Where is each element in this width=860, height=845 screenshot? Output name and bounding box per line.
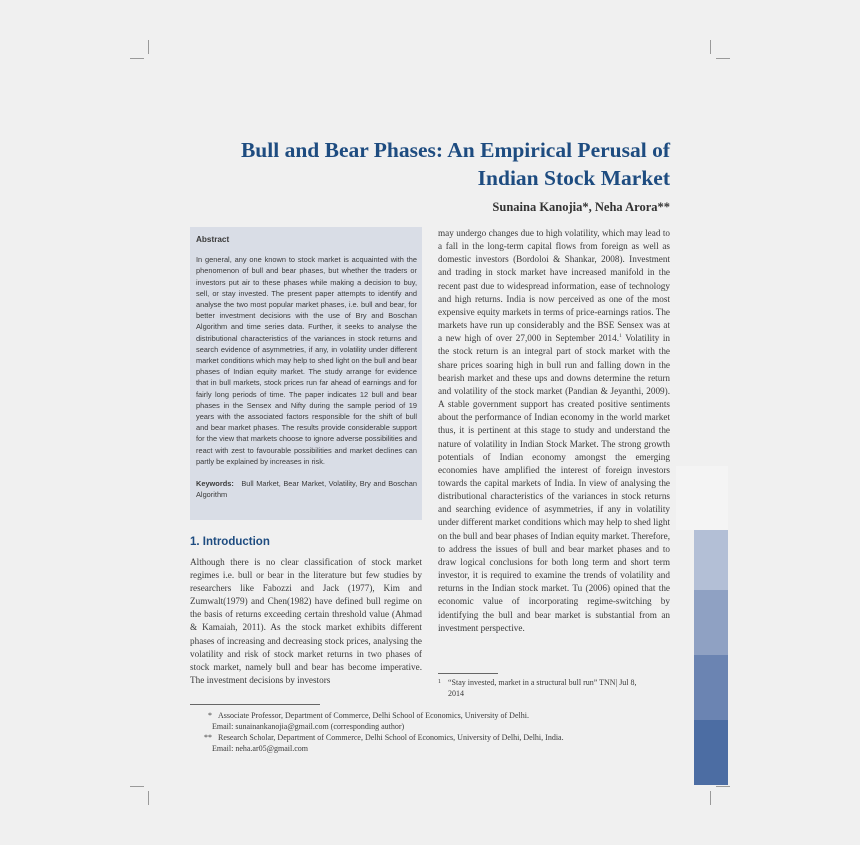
affiliation-email: Email: sunainankanojia@gmail.com (corresponding author) [212,722,405,731]
crop-mark [148,791,149,805]
affiliation-mark: ** [204,733,212,742]
side-block-3 [694,590,728,655]
footnote [438,677,678,699]
side-block-5 [694,720,728,785]
crop-mark [710,791,711,805]
title-line-2: Indian Stock Market [477,166,670,190]
keywords-label: Keywords: [196,479,234,489]
keywords-text: Bull Market, Bear Market, Volatility, Bry and Boschan Algorithm [196,479,417,500]
side-block-1 [676,466,728,530]
crop-mark [130,58,144,59]
footnote-mark: 1 [438,679,441,685]
intro-right-column [438,227,670,635]
paper-title [200,136,670,192]
crop-mark [710,40,711,54]
affiliations [190,710,670,754]
side-block-2 [694,530,728,590]
affiliation-line: Research Scholar, Department of Commerce, Delhi School of Economics, University of Delhi, Delhi, India. [218,733,564,742]
section-heading-introduction: 1. Introduction [190,536,270,548]
intro-right-part-b: Volatility in the stock return is an integral part of stock market with the share prices soaring high in bull run and falling down in the bearish market and these ups and downs determine the return and volatility of the stock market (Pandian & Jeyanthi, 2009). A stable government support has created positive sentiments about the performance of Indian economy in the world market thus, it is pertinent at this stage to study and understand the nature of volatility in Indian Stock Market. The strong growth potentials of Indian economy amongst the emerging economies have amplified the interest of foreign investors towards the capital markets of India. In view of analysing the distributional characteristics of the variances in stock returns and searching evidence of asymmetries, if any in volatility under different market conditions which may help to shed light on the bull and bear phases of Indian equity market. Therefore, to address the issues of bull and bear market phases and to draw logical conclusions for both long term and short term investor, it is required to examine the trends of volatility and returns in the Indian stock market. Tu (2006) opined that the economic value of incorporating regime-switching by identifying the bull and bear market is substantial from an investment perspective. [438,333,670,633]
crop-mark [716,786,730,787]
crop-mark [130,786,144,787]
affiliation-mark: * [208,711,212,720]
side-block-4 [694,655,728,720]
intro-right-part-a: may undergo changes due to high volatility, which may lead to a fall in the long-term capital flows from foreign as well as domestic investors (Bordoloi & Shankar, 2008). Investment and trading in stock market have increased manifold in the recent past due to widespread information, ease of technology and high returns. India is now perceived as one of the most expensive equity markets in terms of price-earnings ratios. The markets have run up considerably and the BSE Sensex was at a new high of over 27,000 in September 2014. [438,228,670,344]
footnote-rule [438,673,498,674]
title-line-1: Bull and Bear Phases: An Empirical Perusal of [240,138,670,162]
affiliation-line: Associate Professor, Department of Commerce, Delhi School of Economics, University of Delhi. [218,711,529,720]
intro-left-column: Although there is no clear classification of stock market regimes i.e. bull or bear in the literature but few studies by researchers like Fabozzi and Jack (1977), Kim and Zumwalt(1979) and Chen(1982) have defined bull regime on the basis of returns exceeding certain threshold value (Ahmad & Kamaiah, 2011). As the stock market exhibits different phases of increasing and decreasing stock prices, analysing the volatility and risk of stock market returns in two phases of stock market, namely bull and bear has become imperative. The investment decisions by investors [190,557,422,685]
footnote-line-1: “Stay invested, market in a structural bull run” TNN| Jul 8, [448,678,637,687]
author-list: Sunaina Kanojia*, Neha Arora** [492,200,670,214]
affiliation-item [190,732,670,754]
keywords [196,478,417,500]
affiliation-rule [190,704,320,705]
abstract-box [190,227,422,520]
footnote-reference: 1 [619,333,622,340]
abstract-heading: Abstract [196,235,230,244]
affiliation-email: Email: neha.ar05@gmail.com [212,744,309,753]
crop-mark [716,58,730,59]
affiliation-item [190,710,670,732]
footnote-line-2: 2014 [448,689,464,698]
crop-mark [148,40,149,54]
abstract-text: In general, any one known to stock market is acquainted with the phenomenon of bull and bear phases, but whether the traders or investors put air to these phases while making a decision to buy, sell, or stay invested. The present paper attempts to identify and analyse the two most popular market phases, i.e. bull and bear, for better investment decisions with the use of Bry and Boschan Algorithm and time series data. Further, it seeks to analyse the distributional characteristics of the variances in stock returns and search evidence of asymmetries, if any, in volatility under different market conditions which may help to shed light on the bull and bear phases of Indian equity market. The study arrange for evidence that in bull markets, stock prices run far ahead of earnings and for fairly long periods of time. The paper indicates 12 bull and bear phases in the Sensex and Nifty during the sample period of 19 years with the associated factors responsible for the shift of bull and bear market phases. The results provide considerable support for the view that markets choose to ignore adverse possibilities and react with zest to favourable possibilities and market declines can partly be explained by increases in risk. [196,255,417,466]
